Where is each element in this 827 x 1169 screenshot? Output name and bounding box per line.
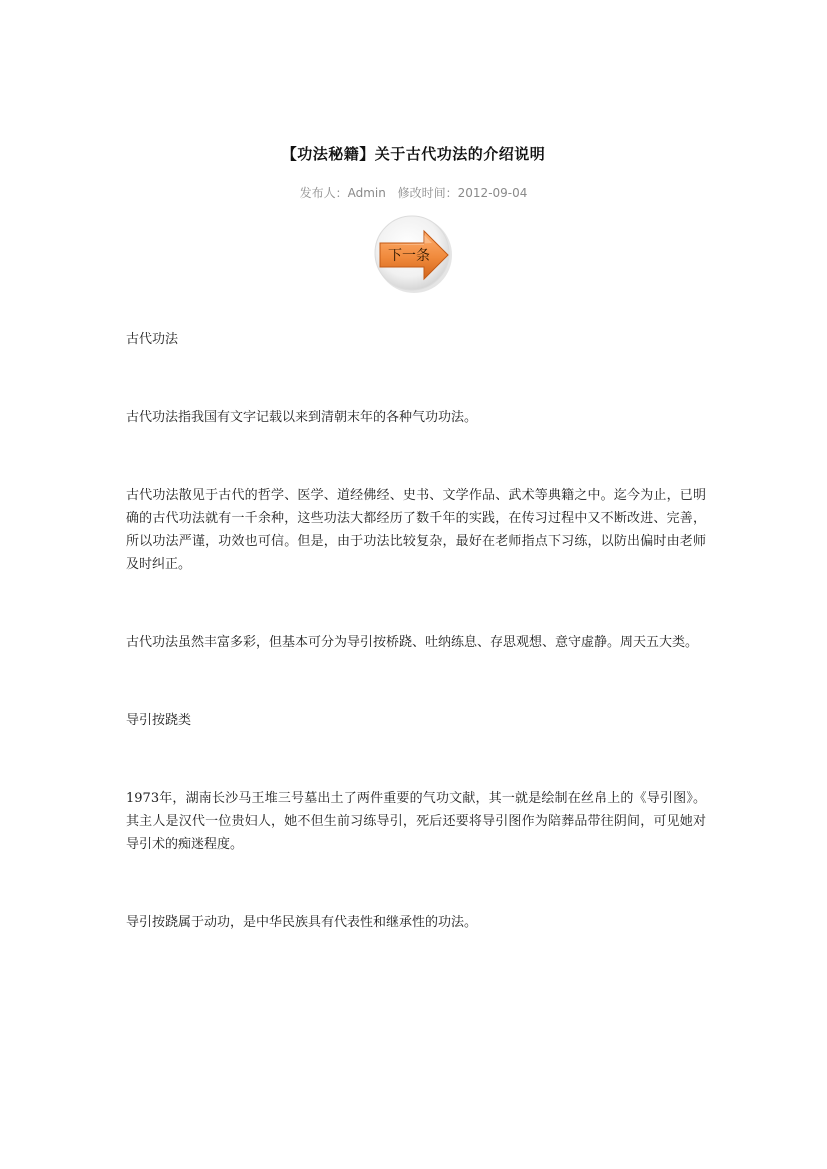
- article-meta: [0, 184, 827, 201]
- author-label: 发布人：Admin: [299, 186, 386, 200]
- paragraph: 古代功法指我国有文字记载以来到清朝末年的各种气功功法。: [126, 410, 478, 425]
- modified-date-label: 修改时间：2012-09-04: [397, 186, 528, 200]
- article-body: [126, 328, 706, 934]
- article-title: 【功法秘籍】关于古代功法的介绍说明: [281, 145, 546, 163]
- next-article-button[interactable]: [372, 213, 454, 295]
- paragraph: 导引按跷属于动功，是中华民族具有代表性和继承性的功法。: [126, 915, 478, 930]
- paragraph: 1973年，湖南长沙马王堆三号墓出土了两件重要的气功文献，其一就是绘制在丝帛上的《导引图》。其主人是汉代一位贵妇人，她不但生前习练导引，死后还要将导引图作为陪葬品带往阴间，可见她对导引术的痴迷程度。: [126, 791, 706, 852]
- paragraph: 古代功法虽然丰富多彩，但基本可分为导引按桥跷、吐纳练息、存思观想、意守虚静。周天五大类。: [126, 635, 699, 650]
- paragraph: 古代功法: [126, 332, 179, 347]
- next-article-label[interactable]: 下一条: [388, 248, 430, 264]
- paragraph: 导引按跷类: [126, 713, 192, 728]
- paragraph: 古代功法散见于古代的哲学、医学、道经佛经、史书、文学作品、武术等典籍之中。迄今为止，已明确的古代功法就有一千余种，这些功法大都经历了数千年的实践，在传习过程中又不断改进、完善，所以功法严谨，功效也可信。但是，由于功法比较复杂，最好在老师指点下习练，以防出偏时由老师及时纠正。: [126, 488, 706, 572]
